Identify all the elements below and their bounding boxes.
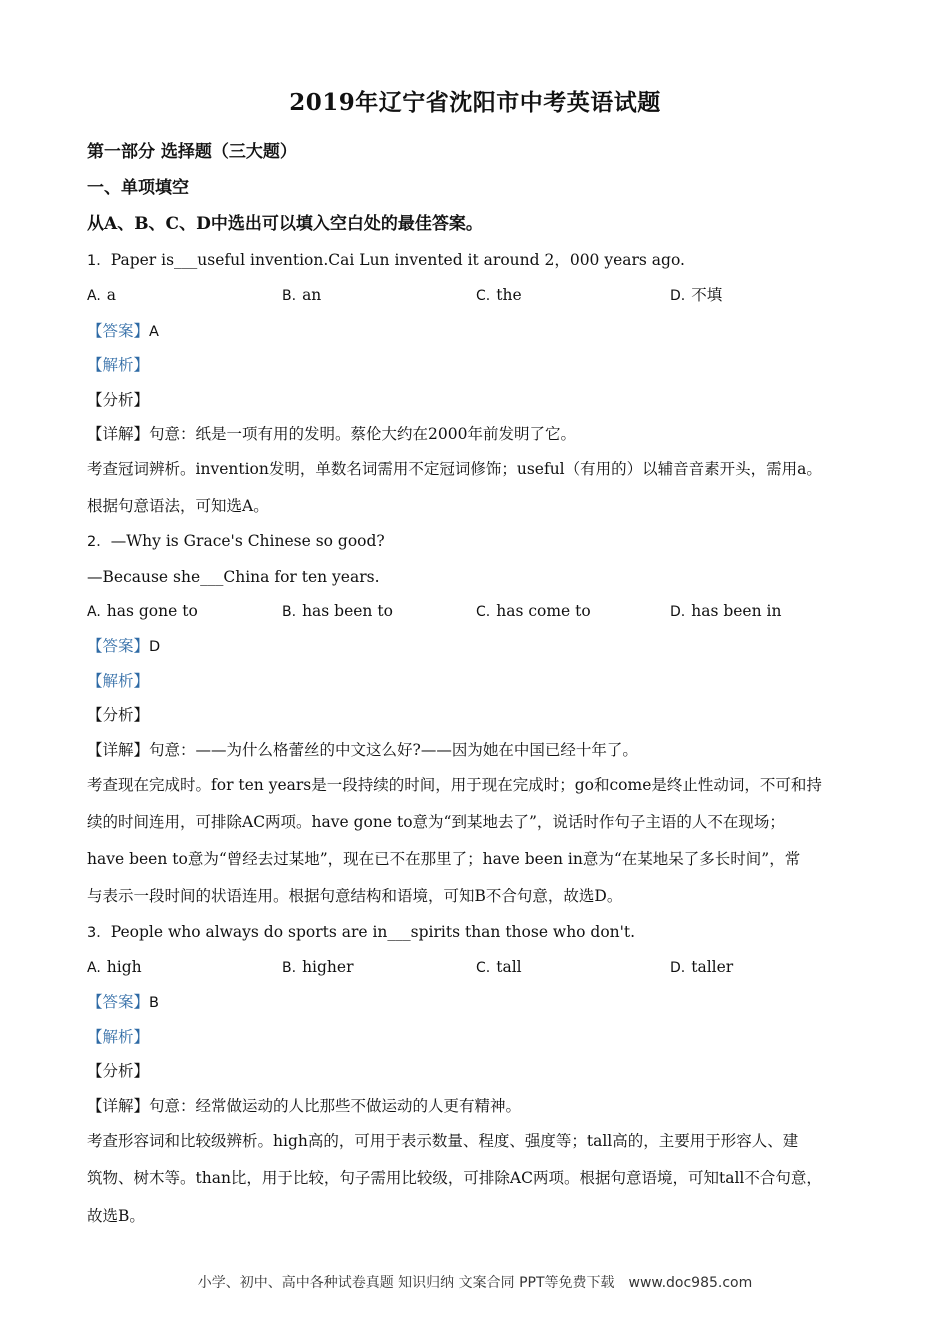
q1-answer: 【答案】A xyxy=(87,322,159,340)
q1-option-a: A. a xyxy=(87,286,117,304)
q3-fenxi-label: 【分析】 xyxy=(87,1062,150,1080)
part-heading: 第一部分 选择题（三大题） xyxy=(87,142,297,162)
q3-answer: 【答案】B xyxy=(87,993,159,1011)
q3-jiexi-label: 【解析】 xyxy=(87,1028,150,1046)
q1-fenxi-label: 【分析】 xyxy=(87,391,150,409)
q2-option-d: D. has been in xyxy=(670,602,782,620)
q1-jiexi-label: 【解析】 xyxy=(87,356,150,374)
q1-explanation-line: 考查冠词辨析。invention发明，单数名词需用不定冠词修饰；useful（有用的）以辅音音素开头，需用a。 xyxy=(87,460,822,478)
question-2-number: 2． xyxy=(87,534,111,550)
instruction: 从A、B、C、D中选出可以填入空白处的最佳答案。 xyxy=(87,214,483,234)
q1-option-d: D. 不填 xyxy=(670,286,723,304)
q2-explanation-line: 考查现在完成时。for ten years是一段持续的时间，用于现在完成时；go和come是终止性动词，不可和持 xyxy=(87,776,822,794)
q3-detail: 【详解】句意：经常做运动的人比那些不做运动的人更有精神。 xyxy=(87,1097,522,1115)
footer-site-link[interactable]: www.doc985.com xyxy=(628,1275,753,1291)
q2-explanation-line: 续的时间连用，可排除AC两项。have gone to意为“到某地去了”，说话时作句子主语的人不在现场； xyxy=(87,813,785,831)
q2-jiexi-label: 【解析】 xyxy=(87,672,150,690)
q2-answer: 【答案】D xyxy=(87,637,161,655)
question-1-number: 1． xyxy=(87,253,111,269)
section-heading: 一、单项填空 xyxy=(87,178,189,198)
footer-text: 小学、初中、高中各种试卷真题 知识归纳 文案合同 PPT等免费下载 xyxy=(197,1275,615,1291)
q2-detail: 【详解】句意：——为什么格蕾丝的中文这么好?——因为她在中国已经十年了。 xyxy=(87,741,638,759)
q3-explanation-line: 筑物、树木等。than比，用于比较，句子需用比较级，可排除AC两项。根据句意语境，可知tall不合句意， xyxy=(87,1169,822,1187)
q2-option-b: B. has been to xyxy=(282,602,393,620)
page-footer xyxy=(0,1272,950,1292)
q3-option-d: D. taller xyxy=(670,958,734,976)
q3-explanation-line: 故选B。 xyxy=(87,1207,145,1225)
page-title: 2019年辽宁省沈阳市中考英语试题 xyxy=(289,89,661,116)
q3-explanation-line: 考查形容词和比较级辨析。high高的，可用于表示数量、程度、强度等；tall高的，主要用于形容人、建 xyxy=(87,1132,799,1150)
q2-fenxi-label: 【分析】 xyxy=(87,706,150,724)
question-1-stem xyxy=(87,250,685,271)
q1-detail: 【详解】句意：纸是一项有用的发明。蔡伦大约在2000年前发明了它。 xyxy=(87,425,576,443)
q1-explanation-line: 根据句意语法，可知选A。 xyxy=(87,497,269,515)
q3-option-c: C. tall xyxy=(476,958,522,976)
q3-option-b: B. higher xyxy=(282,958,354,976)
question-3-text: People who always do sports are in___spirits than those who don't. xyxy=(110,923,636,941)
question-2-stem xyxy=(87,531,385,552)
question-1-text: Paper is___useful invention.Cai Lun invented it around 2，000 years ago. xyxy=(110,251,685,269)
question-3-stem xyxy=(87,922,635,943)
q1-option-c: C. the xyxy=(476,286,522,304)
question-2-text: —Why is Grace's Chinese so good? xyxy=(110,532,385,550)
q1-option-b: B. an xyxy=(282,286,322,304)
q3-option-a: A. high xyxy=(87,958,142,976)
q2-explanation-line: 与表示一段时间的状语连用。根据句意结构和语境，可知B不合句意，故选D。 xyxy=(87,887,623,905)
q2-option-c: C. has come to xyxy=(476,602,591,620)
question-3-number: 3． xyxy=(87,925,111,941)
q2-option-a: A. has gone to xyxy=(87,602,198,620)
question-2-stem-line: —Because she___China for ten years. xyxy=(87,568,380,586)
q2-explanation-line: have been to意为“曾经去过某地”，现在已不在那里了；have been in意为“在某地呆了多长时间”，常 xyxy=(87,850,801,868)
